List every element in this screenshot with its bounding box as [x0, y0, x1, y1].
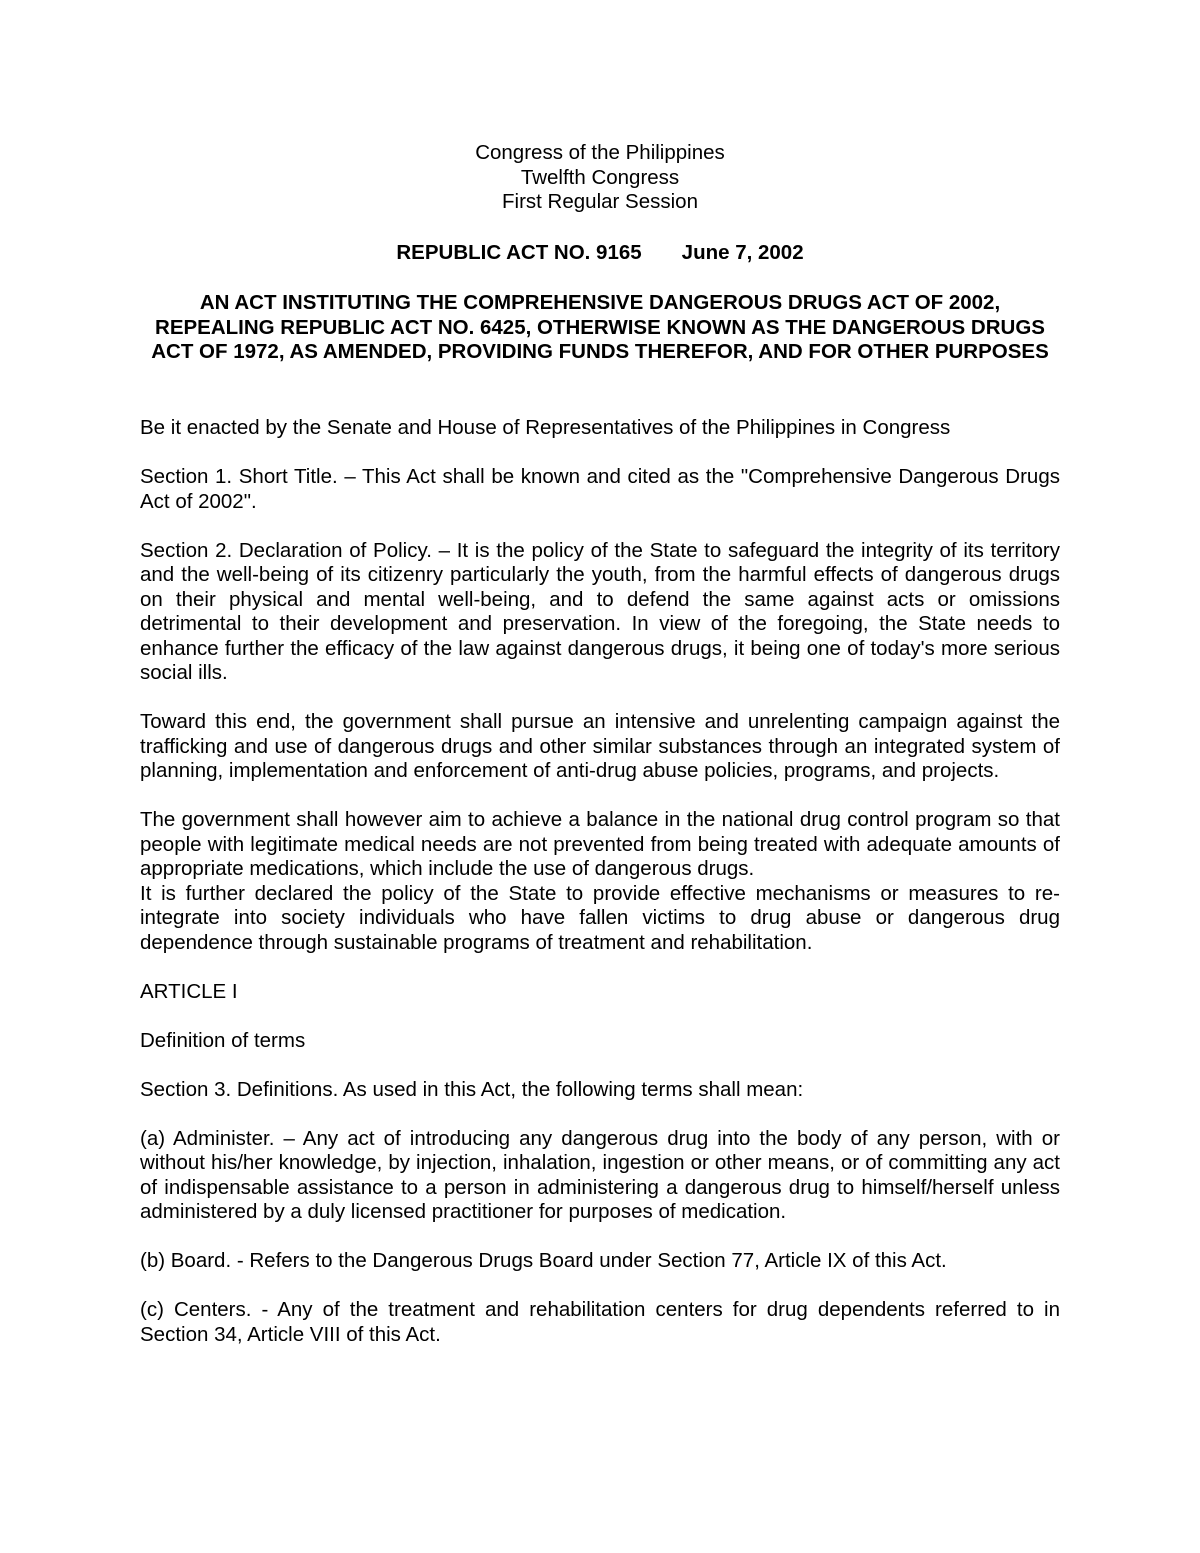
header-congress-number: Twelfth Congress: [520, 165, 680, 189]
paragraph-further-declared: It is further declared the policy of the State to provide effective mechanisms or measures to re-integrate into society individuals who have fallen victims to drug abuse or dangerous drug dependence through sustainable programs of treatment and rehabilitation.: [140, 881, 1060, 954]
paragraph-toward-end: Toward this end, the government shall pursue an intensive and unrelenting campaign against the trafficking and use of dangerous drugs and other similar substances through an integrated system of planning, implementation and enforcement of anti-drug abuse policies, programs, and projects.: [140, 710, 1060, 782]
header-session: First Regular Session: [502, 190, 698, 213]
article-title: Definition of terms: [140, 1028, 306, 1052]
act-title: AN ACT INSTITUTING THE COMPREHENSIVE DANGEROUS DRUGS ACT OF 2002, REPEALING REPUBLIC ACT NO. 6425, OTHERWISE KNOWN AS THE DANGEROUS DRUGS ACT OF 1972, AS AMENDED, PROVIDING FUNDS THEREFOR, AND FOR OTHER PURPOSES: [151, 291, 1049, 363]
act-number-line: [0, 241, 1200, 266]
document-header: [0, 141, 1200, 215]
header-congress: Congress of the Philippines: [475, 141, 725, 164]
document-body: [140, 416, 1060, 1372]
paragraph-balance: The government shall however aim to achieve a balance in the national drug control program so that people with legitimate medical needs are not prevented from being treated with adequate amounts of appropriate medications, which include the use of dangerous drugs.: [140, 808, 1060, 880]
definition-b: (b) Board. - Refers to the Dangerous Drugs Board under Section 77, Article IX of this Act.: [140, 1249, 947, 1272]
definition-a: (a) Administer. – Any act of introducing any dangerous drug into the body of any person, with or without his/her knowledge, by injection, inhalation, ingestion or other means, or of committing any act of indispensable assistance to a person in administering a dangerous drug to himself/herself unless administered by a duly licensed practitioner for purposes of medication.: [140, 1126, 1060, 1223]
definition-c: (c) Centers. - Any of the treatment and rehabilitation centers for drug dependents referred to in Section 34, Article VIII of this Act.: [140, 1298, 1060, 1346]
article-heading: ARTICLE I: [140, 979, 238, 1003]
act-date: June 7, 2002: [681, 241, 804, 264]
section-1: Section 1. Short Title. – This Act shall be known and cited as the "Comprehensive Dangerous Drugs Act of 2002".: [140, 465, 1060, 513]
act-number: REPUBLIC ACT NO. 9165: [396, 241, 642, 264]
enacting-clause: Be it enacted by the Senate and House of Representatives of the Philippines in Congress: [140, 416, 951, 439]
section-3: Section 3. Definitions. As used in this Act, the following terms shall mean:: [140, 1077, 804, 1101]
section-2: Section 2. Declaration of Policy. – It is the policy of the State to safeguard the integrity of its territory and the well-being of its citizenry particularly the youth, from the harmful effects of dangerous drugs on their physical and mental well-being, and to defend the same against acts or omissions detrimental to their development and preservation. In view of the foregoing, the State needs to enhance further the efficacy of the law against dangerous drugs, it being one of today's more serious social ills.: [140, 538, 1060, 684]
